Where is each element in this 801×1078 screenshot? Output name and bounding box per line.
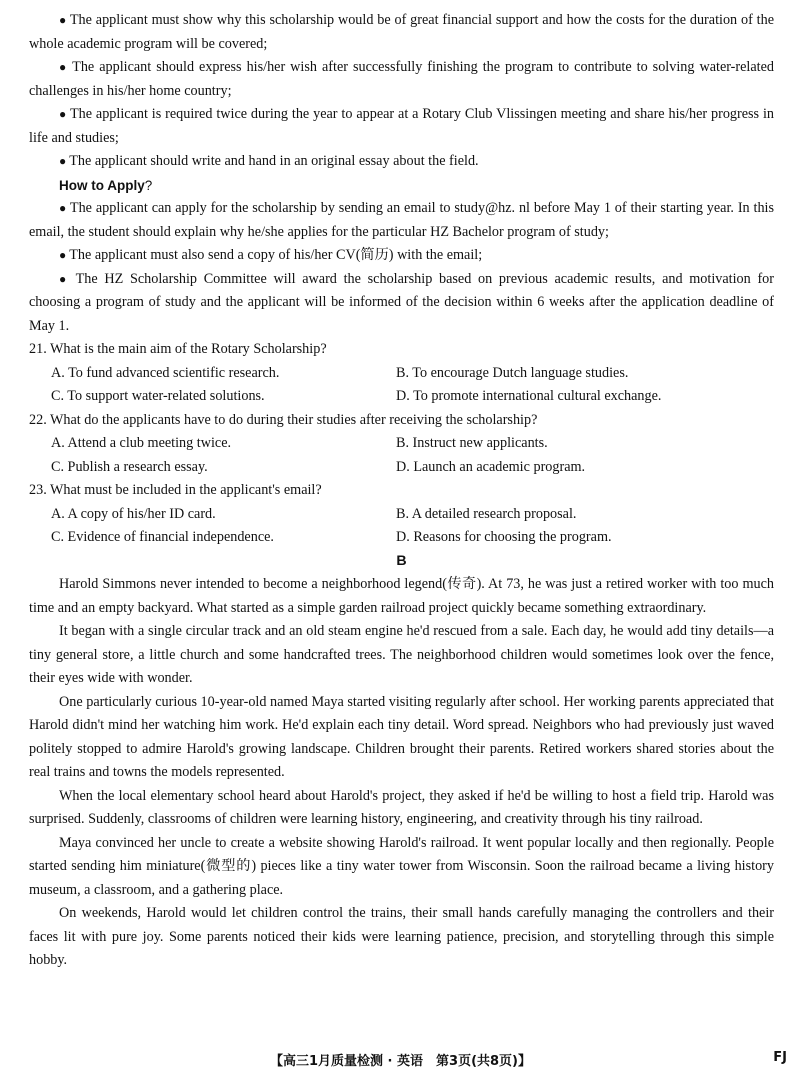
apply-step-3: ● The HZ Scholarship Committee will award the scholarship based on previous academic results, and motivation for choosing a program of study and the applicant will be informed of the decision within 6 weeks after the application deadline of May 1.: [29, 268, 774, 339]
page-content: [29, 9, 774, 973]
question-22-stem: 22. What do the applicants have to do during their studies after receiving the scholarship?: [29, 411, 538, 428]
question-21-stem: 21. What is the main aim of the Rotary Scholarship?: [29, 341, 327, 357]
question-21-option-a: A. To fund advanced scientific research.: [51, 364, 280, 381]
question-22-options: [29, 432, 774, 479]
passage-b-paragraph-1: Harold Simmons never intended to become a neighborhood legend(传奇). At 73, he was just a retired worker with too much time and an empty backyard. What started as a simple garden railroad project quickly became something extraordinary.: [29, 576, 774, 616]
question-23-option-c: C. Evidence of financial independence.: [51, 529, 274, 545]
requirement-3: ● The applicant is required twice during the year to appear at a Rotary Club Vlissingen meeting and share his/her progress in life and studies;: [29, 103, 774, 150]
question-21-option-c: C. To support water-related solutions.: [51, 388, 265, 404]
question-22-option-b: B. Instruct new applicants.: [396, 435, 548, 451]
apply-step-1: ● The applicant can apply for the scholarship by sending an email to study@hz. nl before May 1 of their starting year. In this email, the student should explain why he/she applies for the particular HZ Bachelor program of study;: [29, 197, 774, 244]
passage-b-paragraph-4: When the local elementary school heard about Harold's project, they asked if he'd be willing to host a field trip. Harold was surprised. Suddenly, classrooms of children were learning history, engineering, and creativity through his tiny railroad.: [29, 787, 774, 827]
footer-title: 【高三1月质量检测 · 英语 第3页(共8页)】: [269, 1054, 531, 1069]
question-23-options: [29, 503, 774, 550]
how-to-apply-title: How to Apply: [59, 177, 145, 193]
how-to-apply-heading: [29, 174, 774, 198]
passage-b-paragraph-3: One particularly curious 10-year-old named Maya started visiting regularly after school. Her working parents appreciated that Harold didn't mind her watching him work. He'd explain each tiny detail. Word spread. Neighbors who had previously just waved politely stopped to admire Harold's growing landscape. Children brought their parents. Retired workers shared stories about the real trains and towns the models represented.: [29, 693, 774, 780]
footer-code: FJ: [773, 1050, 787, 1065]
question-21-option-b: B. To encourage Dutch language studies.: [396, 364, 629, 381]
passage-b-paragraph-6: On weekends, Harold would let children control the trains, their small hands carefully managing the controllers and their faces lit with pure joy. Some parents noticed their kids were learning patience, precision, and storytelling through this simple hobby.: [29, 905, 774, 968]
question-22-option-a: A. Attend a club meeting twice.: [51, 435, 232, 451]
question-21-option-d: D. To promote international cultural exchange.: [396, 388, 662, 404]
question-23-option-b: B. A detailed research proposal.: [396, 505, 577, 522]
apply-step-2: ● The applicant must also send a copy of his/her CV(简历) with the email;: [29, 244, 774, 268]
requirement-4: ● The applicant should write and hand in an original essay about the field.: [29, 150, 774, 174]
question-22-option-d: D. Launch an academic program.: [396, 458, 586, 475]
passage-b-paragraph-5: Maya convinced her uncle to create a website showing Harold's railroad. It went popular locally and then regionally. People started sending him miniature(微型的) pieces like a tiny water tower from Wisconsin. Soon the railroad became a living history museum, a classroom, and a gathering place.: [29, 834, 774, 898]
question-21-options: [29, 362, 774, 409]
question-23-stem: 23. What must be included in the applicant's email?: [29, 482, 322, 498]
question-23-option-d: D. Reasons for choosing the program.: [396, 529, 612, 545]
requirement-2: ● The applicant should express his/her wish after successfully finishing the program to contribute to solving water-related challenges in his/her home country;: [29, 56, 774, 103]
passage-b-paragraph-2: It began with a single circular track and an old steam engine he'd rescued from a sale. Each day, he would add tiny details—a tiny general store, a little church and some handcrafted trees. The neighborhood children would sometimes look over the fence, their eyes wide with wonder.: [29, 623, 774, 686]
requirement-1: ● The applicant must show why this scholarship would be of great financial support and how the costs for the duration of the whole academic program will be covered;: [29, 9, 774, 56]
how-to-apply-mark: ?: [144, 177, 153, 193]
section-b-label: B: [396, 552, 407, 569]
page-footer: [0, 1047, 801, 1071]
question-23-option-a: A. A copy of his/her ID card.: [51, 505, 216, 522]
question-22-option-c: C. Publish a research essay.: [51, 458, 208, 475]
